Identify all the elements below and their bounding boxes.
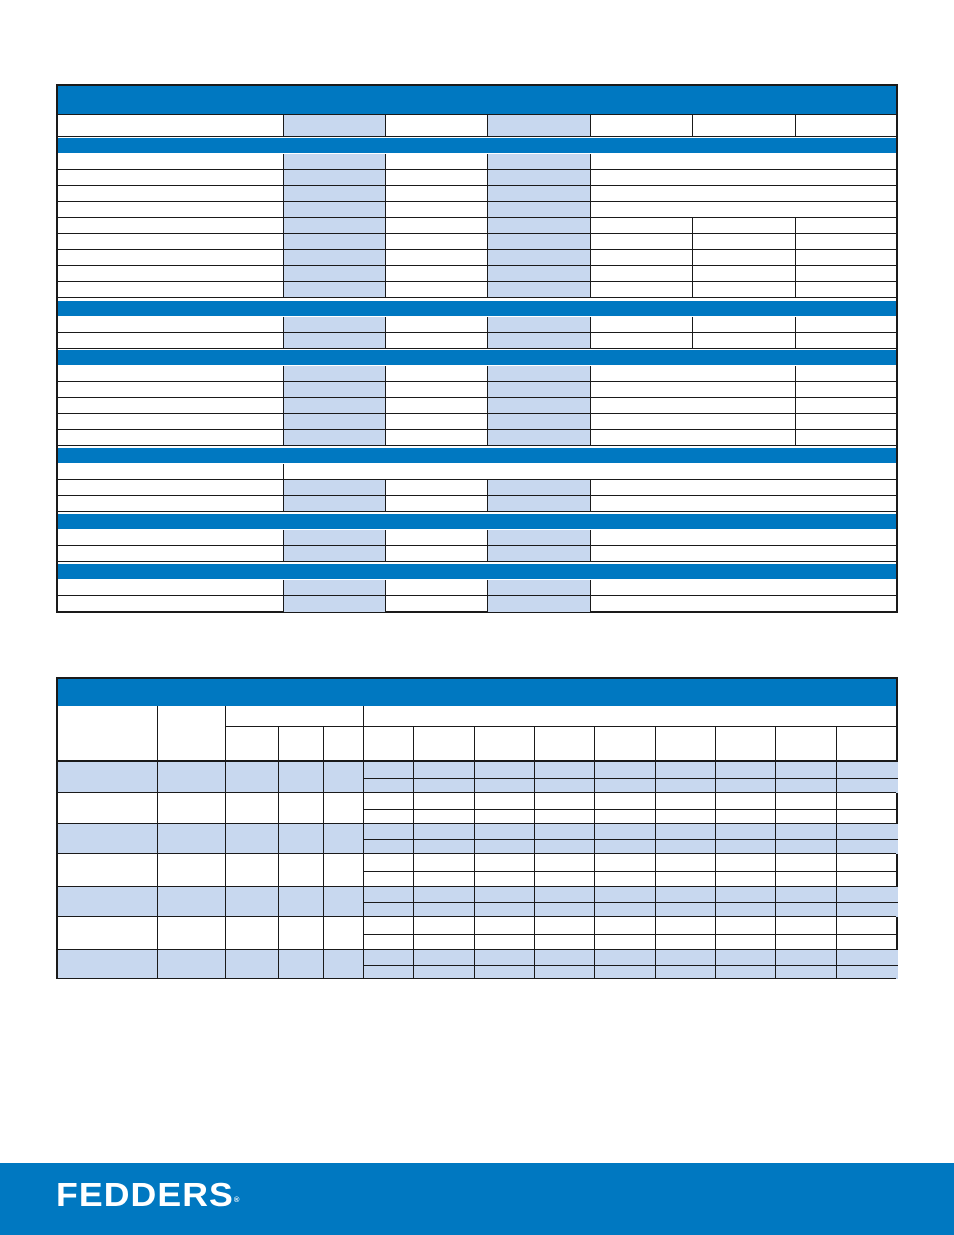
column-divider: [283, 234, 284, 250]
model-column-shade: [488, 250, 590, 266]
row-rule: [58, 185, 896, 186]
column-divider: [590, 496, 591, 512]
row-rule: [58, 249, 896, 250]
column-divider: [385, 266, 386, 282]
model-column-shade: [284, 382, 385, 398]
column-divider: [385, 414, 386, 430]
group-shade-left: [58, 887, 363, 917]
model-column-shade: [488, 317, 590, 333]
row-rule: [58, 429, 896, 430]
column-divider: [692, 282, 693, 298]
column-divider: [323, 762, 324, 793]
model-column-shade: [284, 496, 385, 512]
column-divider: [225, 950, 226, 979]
column-divider: [590, 114, 591, 137]
column-divider: [157, 854, 158, 887]
row-rule: [58, 511, 896, 512]
column-divider: [385, 170, 386, 186]
column-divider: [594, 726, 595, 760]
column-divider: [385, 596, 386, 613]
column-divider: [487, 382, 488, 398]
header-subgroup-rule: [363, 726, 898, 727]
fedders-logo: [56, 1175, 239, 1215]
column-divider: [655, 726, 656, 760]
column-divider: [795, 382, 796, 398]
column-divider: [385, 154, 386, 170]
column-divider: [283, 496, 284, 512]
column-divider: [385, 186, 386, 202]
column-divider: [385, 114, 386, 137]
model-column-shade: [284, 430, 385, 446]
registered-mark: ®: [233, 1197, 240, 1204]
column-divider: [487, 480, 488, 496]
column-divider: [283, 382, 284, 398]
column-divider: [323, 793, 324, 824]
row-rule: [58, 479, 896, 480]
column-divider: [487, 430, 488, 446]
column-divider: [487, 186, 488, 202]
model-column-shade: [284, 414, 385, 430]
sub-row-rule: [363, 934, 898, 935]
column-divider: [795, 282, 796, 298]
model-column-shade: [488, 382, 590, 398]
column-divider: [795, 266, 796, 282]
header-row-rule: [58, 114, 896, 115]
header-subgroup-rule: [225, 726, 363, 727]
row-rule: [58, 545, 896, 546]
column-divider: [590, 186, 591, 202]
column-divider: [795, 398, 796, 414]
row-rule: [58, 297, 896, 298]
column-divider: [363, 706, 364, 760]
column-divider: [283, 366, 284, 382]
column-divider: [590, 218, 591, 234]
row-rule: [58, 381, 896, 382]
model-column-shade: [284, 366, 385, 382]
column-divider: [487, 218, 488, 234]
model-column-shade: [284, 580, 385, 596]
column-divider: [590, 414, 591, 430]
specifications-title-bar: [58, 86, 896, 114]
column-divider: [225, 706, 226, 760]
column-divider: [487, 114, 488, 137]
column-divider: [487, 496, 488, 512]
column-divider: [692, 114, 693, 137]
column-divider: [385, 317, 386, 333]
row-rule: [58, 348, 896, 349]
model-column-shade: [488, 154, 590, 170]
column-divider: [487, 398, 488, 414]
column-divider: [590, 546, 591, 562]
column-divider: [385, 430, 386, 446]
column-divider: [487, 580, 488, 596]
model-column-shade: [284, 333, 385, 349]
model-column-shade: [284, 250, 385, 266]
model-column-shade-2: [488, 115, 590, 137]
column-divider: [487, 202, 488, 218]
column-divider: [323, 950, 324, 979]
model-column-shade: [284, 530, 385, 546]
performance-title-bar: [58, 679, 896, 706]
section-header-bar: [58, 301, 896, 316]
model-column-shade: [488, 333, 590, 349]
column-divider: [283, 218, 284, 234]
model-column-shade: [284, 234, 385, 250]
column-divider: [590, 154, 591, 170]
column-divider: [795, 250, 796, 266]
model-column-shade: [284, 266, 385, 282]
sub-row-rule: [363, 839, 898, 840]
model-column-shade-1: [284, 115, 385, 137]
section-header-bar: [58, 138, 896, 153]
column-divider: [487, 530, 488, 546]
group-shade-left: [58, 762, 363, 793]
group-rule: [58, 978, 896, 979]
row-rule: [58, 561, 896, 562]
column-divider: [590, 333, 591, 349]
column-divider: [590, 282, 591, 298]
column-divider: [692, 333, 693, 349]
column-divider: [385, 480, 386, 496]
section-header-bar: [58, 350, 896, 365]
column-divider: [795, 414, 796, 430]
column-divider: [225, 887, 226, 917]
column-divider: [487, 333, 488, 349]
model-column-shade: [488, 282, 590, 298]
column-divider: [487, 546, 488, 562]
column-divider: [795, 317, 796, 333]
row-rule: [58, 217, 896, 218]
column-divider: [590, 250, 591, 266]
column-divider: [157, 762, 158, 793]
row-rule: [58, 445, 896, 446]
column-divider: [225, 793, 226, 824]
column-divider: [385, 333, 386, 349]
column-divider: [474, 726, 475, 760]
section-header-bar: [58, 448, 896, 463]
column-divider: [283, 430, 284, 446]
model-column-shade: [284, 398, 385, 414]
column-divider: [278, 762, 279, 793]
model-column-shade: [488, 170, 590, 186]
column-divider: [487, 414, 488, 430]
column-divider: [692, 317, 693, 333]
column-divider: [590, 382, 591, 398]
model-column-shade: [488, 414, 590, 430]
column-divider: [590, 266, 591, 282]
model-column-shade: [488, 202, 590, 218]
model-column-shade: [284, 186, 385, 202]
row-rule: [58, 495, 896, 496]
sub-row-rule: [363, 778, 898, 779]
column-divider: [487, 250, 488, 266]
column-divider: [385, 366, 386, 382]
column-divider: [323, 917, 324, 950]
column-divider: [278, 793, 279, 824]
row-rule: [58, 233, 896, 234]
column-divider: [590, 480, 591, 496]
column-divider: [487, 282, 488, 298]
row-rule: [58, 169, 896, 170]
section-header-bar: [58, 514, 896, 529]
column-divider: [385, 202, 386, 218]
model-column-shade: [488, 546, 590, 562]
column-divider: [283, 480, 284, 496]
column-divider: [283, 170, 284, 186]
sub-row-rule: [363, 902, 898, 903]
column-divider: [795, 333, 796, 349]
model-column-shade: [284, 154, 385, 170]
sub-row-rule: [363, 965, 898, 966]
column-divider: [385, 398, 386, 414]
column-divider: [795, 218, 796, 234]
column-divider: [278, 726, 279, 760]
model-column-shade: [284, 170, 385, 186]
column-divider: [385, 234, 386, 250]
column-divider: [278, 854, 279, 887]
column-divider: [157, 917, 158, 950]
column-divider: [283, 114, 284, 137]
column-divider: [225, 762, 226, 793]
column-divider: [590, 317, 591, 333]
column-divider: [283, 580, 284, 596]
column-divider: [283, 186, 284, 202]
model-column-shade: [488, 398, 590, 414]
column-divider: [283, 202, 284, 218]
column-divider: [836, 726, 837, 760]
column-divider: [225, 824, 226, 854]
column-divider: [590, 398, 591, 414]
column-divider: [323, 824, 324, 854]
column-divider: [487, 366, 488, 382]
column-divider: [487, 317, 488, 333]
model-column-shade: [488, 186, 590, 202]
performance-table: [56, 677, 898, 979]
column-divider: [692, 250, 693, 266]
column-divider: [534, 726, 535, 760]
column-divider: [157, 824, 158, 854]
column-divider: [278, 917, 279, 950]
group-rule: [58, 853, 896, 854]
column-divider: [157, 950, 158, 979]
column-divider: [385, 382, 386, 398]
column-divider: [385, 250, 386, 266]
column-divider: [795, 234, 796, 250]
model-column-shade: [488, 366, 590, 382]
model-column-shade: [284, 546, 385, 562]
model-column-shade: [284, 317, 385, 333]
column-divider: [487, 596, 488, 613]
column-divider: [385, 218, 386, 234]
column-divider: [283, 530, 284, 546]
row-rule: [58, 265, 896, 266]
model-column-shade: [488, 596, 590, 613]
column-divider: [278, 950, 279, 979]
row-rule: [58, 397, 896, 398]
column-divider: [283, 398, 284, 414]
column-divider: [590, 596, 591, 613]
column-divider: [283, 596, 284, 613]
sub-row-rule: [363, 871, 898, 872]
column-divider: [283, 250, 284, 266]
column-divider: [385, 282, 386, 298]
row-rule: [58, 332, 896, 333]
column-divider: [692, 234, 693, 250]
column-divider: [283, 317, 284, 333]
model-column-shade: [284, 202, 385, 218]
row-rule: [58, 612, 896, 613]
column-divider: [157, 706, 158, 760]
column-divider: [157, 887, 158, 917]
row-rule: [58, 413, 896, 414]
column-divider: [385, 546, 386, 562]
header-row-rule: [58, 136, 896, 137]
row-rule: [58, 201, 896, 202]
column-divider: [413, 726, 414, 760]
column-divider: [385, 530, 386, 546]
column-divider: [225, 854, 226, 887]
column-divider: [590, 170, 591, 186]
column-divider: [692, 218, 693, 234]
column-divider: [590, 366, 591, 382]
column-divider: [283, 546, 284, 562]
column-divider: [487, 234, 488, 250]
row-rule: [58, 595, 896, 596]
column-divider: [692, 266, 693, 282]
column-divider: [225, 917, 226, 950]
column-divider: [283, 154, 284, 170]
model-column-shade: [488, 580, 590, 596]
column-divider: [283, 414, 284, 430]
column-divider: [775, 726, 776, 760]
column-divider: [715, 726, 716, 760]
specifications-table: [56, 84, 898, 613]
column-divider: [487, 170, 488, 186]
column-divider: [385, 496, 386, 512]
logo-text: FEDDERS: [56, 1176, 234, 1213]
model-column-shade: [488, 496, 590, 512]
row-rule: [58, 281, 896, 282]
column-divider: [590, 530, 591, 546]
column-divider: [385, 580, 386, 596]
model-column-shade: [488, 430, 590, 446]
model-column-shade: [488, 480, 590, 496]
model-column-shade: [488, 218, 590, 234]
column-divider: [795, 430, 796, 446]
model-column-shade: [488, 530, 590, 546]
column-divider: [283, 282, 284, 298]
column-divider: [283, 464, 284, 480]
model-column-shade: [284, 480, 385, 496]
column-divider: [157, 793, 158, 824]
group-shade-left: [58, 950, 363, 979]
sub-row-rule: [363, 809, 898, 810]
column-divider: [283, 333, 284, 349]
model-column-shade: [488, 234, 590, 250]
column-divider: [795, 114, 796, 137]
column-divider: [590, 430, 591, 446]
column-divider: [283, 266, 284, 282]
column-divider: [487, 266, 488, 282]
column-divider: [323, 887, 324, 917]
section-header-bar: [58, 564, 896, 579]
model-column-shade: [488, 266, 590, 282]
column-divider: [590, 202, 591, 218]
group-rule: [58, 792, 896, 793]
group-shade-left: [58, 824, 363, 854]
column-divider: [590, 234, 591, 250]
column-divider: [323, 854, 324, 887]
group-rule: [58, 916, 896, 917]
column-divider: [278, 887, 279, 917]
column-divider: [487, 154, 488, 170]
column-divider: [278, 824, 279, 854]
column-divider: [590, 580, 591, 596]
model-column-shade: [284, 282, 385, 298]
model-column-shade: [284, 218, 385, 234]
column-divider: [795, 366, 796, 382]
model-column-shade: [284, 596, 385, 613]
column-divider: [323, 726, 324, 760]
